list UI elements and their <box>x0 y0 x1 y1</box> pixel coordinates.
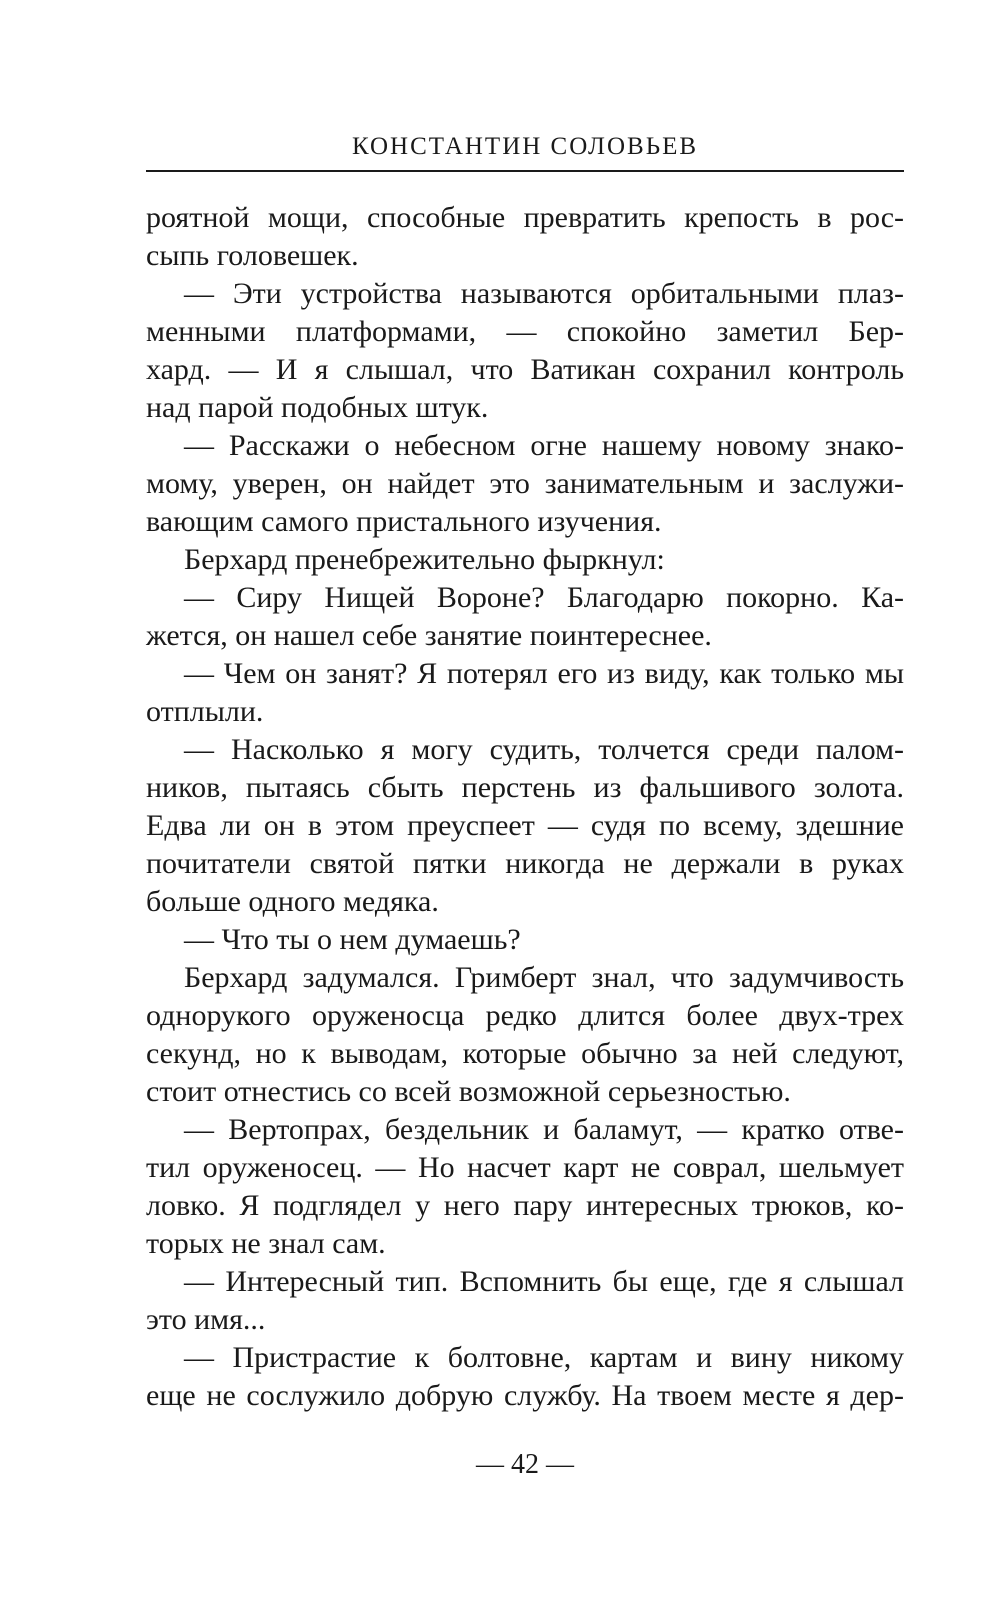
text-line: тил оруженосец. — Но насчет карт не соврал, шельмует <box>146 1151 904 1184</box>
text-line: однорукого оруженосца редко длится более двух-трех <box>146 999 904 1032</box>
text-line: — Расскажи о небесном огне нашему новому знако- <box>184 429 904 462</box>
page-number: — 42 — <box>476 1449 574 1480</box>
text-line: еще не сослужило добрую службу. На твоем месте я дер- <box>146 1379 904 1412</box>
text-line: менными платформами, — спокойно заметил Бер- <box>146 315 904 348</box>
header-divider <box>146 170 904 172</box>
text-line: — Насколько я могу судить, толчется среди палом- <box>184 733 904 766</box>
text-line: отплыли. <box>146 695 264 728</box>
text-line: — Сиру Нищей Вороне? Благодарю покорно. Ка- <box>184 581 904 614</box>
text-line: жется, он нашел себе занятие поинтереснее. <box>146 619 712 652</box>
text-line: Берхард пренебрежительно фыркнул: <box>184 543 665 576</box>
text-line: хард. — И я слышал, что Ватикан сохранил контроль <box>146 353 904 386</box>
text-line: секунд, но к выводам, которые обычно за ней следуют, <box>146 1037 904 1070</box>
text-line: над парой подобных штук. <box>146 391 489 424</box>
text-line: стоит отнестись со всей возможной серьезностью. <box>146 1075 791 1108</box>
text-line: — Чем он занят? Я потерял его из виду, как только мы <box>184 657 904 690</box>
text-line: роятной мощи, способные превратить крепость в рос- <box>146 201 904 234</box>
text-line: Берхард задумался. Гримберт знал, что задумчивость <box>184 961 904 994</box>
running-head-author: КОНСТАНТИН СОЛОВЬЕВ <box>351 133 699 160</box>
text-line: — Что ты о нем думаешь? <box>184 923 521 956</box>
text-line: мому, уверен, он найдет это занимательным и заслужи- <box>146 467 904 500</box>
text-line: — Пристрастие к болтовне, картам и вину никому <box>184 1341 904 1374</box>
text-line: больше одного медяка. <box>146 885 439 918</box>
text-line: — Интересный тип. Вспомнить бы еще, где я слышал <box>184 1265 904 1298</box>
text-line: сыпь головешек. <box>146 239 359 272</box>
body-text <box>146 199 904 1415</box>
text-line: почитатели святой пятки никогда не держали в руках <box>146 847 904 880</box>
text-line: Едва ли он в этом преуспеет — судя по всему, здешние <box>146 809 904 842</box>
text-line: это имя... <box>146 1303 266 1336</box>
text-line: вающим самого пристального изучения. <box>146 505 662 538</box>
text-line: — Эти устройства называются орбитальными плаз- <box>184 277 904 310</box>
text-line: ловко. Я подглядел у него пару интересных трюков, ко- <box>146 1189 904 1222</box>
text-line: торых не знал сам. <box>146 1227 386 1260</box>
text-line: — Вертопрах, бездельник и баламут, — кратко отве- <box>184 1113 904 1146</box>
text-line: ников, пытаясь сбыть перстень из фальшивого золота. <box>146 771 904 804</box>
